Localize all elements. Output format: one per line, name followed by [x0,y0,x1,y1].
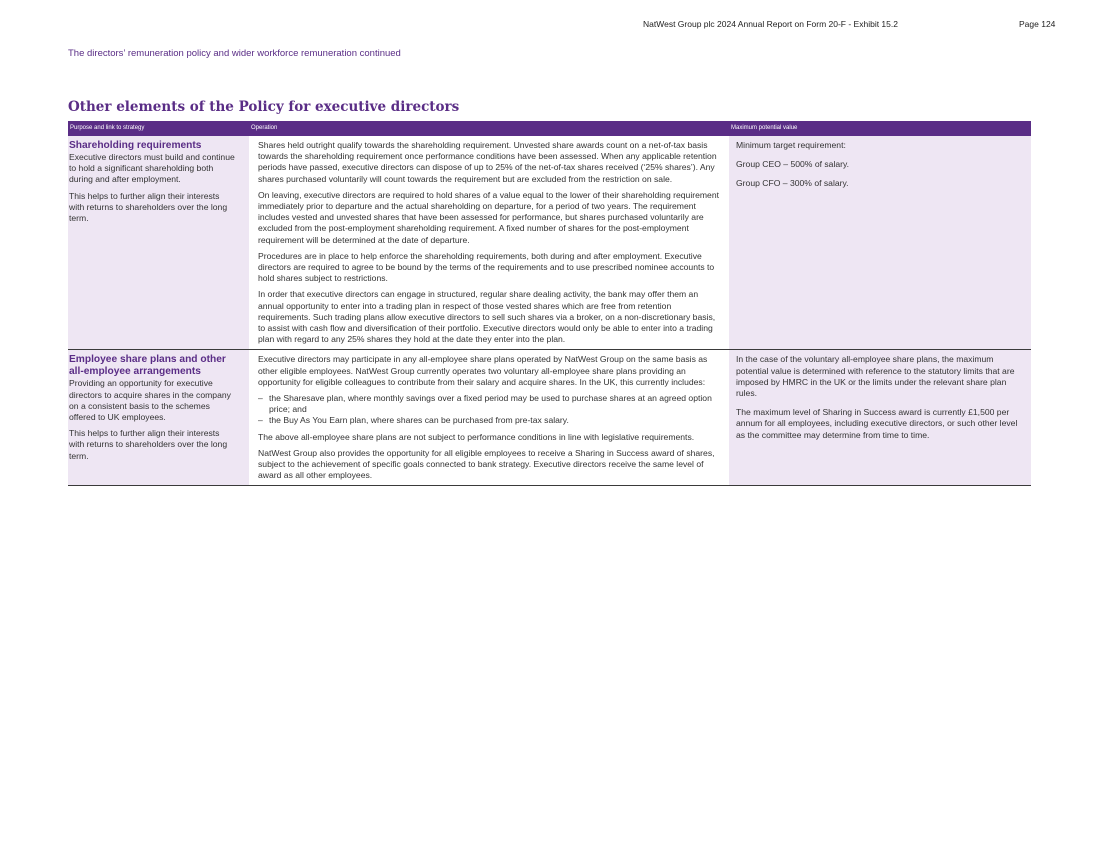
table-row-employee-plans [68,350,1031,486]
maximum-paragraph: Minimum target requirement: [736,140,846,150]
table-row-shareholding [68,136,1031,350]
row-title: Shareholding requirements [69,140,202,151]
list-item: – the Buy As You Earn plan, where shares can be purchased from pre-tax salary. [258,415,721,426]
maximum-paragraph: Group CFO – 300% of salary. [736,178,849,189]
operation-cell [249,136,729,350]
maximum-cell [729,350,1031,486]
row-title: Employee share plans and other all-employee arrangements [69,354,226,378]
operation-paragraph: On leaving, executive directors are required to hold shares of a value equal to the lower of their shareholding requirement immediately prior to departure and the actual shareholding on departure, for a period of two years. The requirement includes vested and unvested shares that have been assessed for performance, but shares purchased voluntarily are excluded from the post-employment shareholding requirement. A fixed number of shares for the post-employment requirement will be determined at the date of departure. [258,189,719,245]
operation-bullet-list [258,393,721,427]
operation-paragraph: Shares held outright qualify towards the shareholding requirement. Unvested share awards count on a net-of-tax basis towards the shareholding requirement once performance conditions have been assessed. When any applicable retention periods have passed, executive directors can dispose of up to 25% of the net-of-tax shares received (‘25% shares’). Any shares purchased voluntarily will count towards the requirement but are excluded from the restriction on sale. [258,140,717,184]
section-subtitle: The directors’ remuneration policy and wider workforce remuneration continued [68,48,401,59]
purpose-paragraph: This helps to further align their interests with returns to shareholders over the long term. [69,428,228,461]
column-header-maximum: Maximum potential value [729,121,1031,136]
list-item: – the Sharesave plan, where monthly savings over a fixed period may be used to purchase shares at an agreed option price; and [258,393,721,415]
purpose-cell [68,350,249,486]
maximum-paragraph: The maximum level of Sharing in Success award is currently £1,500 per annum for all employees, including executive directors, or such other level as the committee may determine from time to time. [736,407,1018,440]
purpose-cell [68,136,249,350]
operation-cell [249,350,729,486]
maximum-cell [729,136,1031,350]
operation-paragraph: The above all-employee share plans are not subject to performance conditions in line with legislative requirements. [258,431,695,442]
report-title: NatWest Group plc 2024 Annual Report on Form 20-F - Exhibit 15.2 [643,19,898,29]
maximum-paragraph: In the case of the voluntary all-employee share plans, the maximum potential value is determined with reference to the statutory limits that are imposed by HMRC in the UK or the limits under the relevant share plan rules. [736,354,1015,399]
purpose-paragraph: This helps to further align their interests with returns to shareholders over the long term. [69,190,228,224]
operation-paragraph: In order that executive directors can engage in structured, regular share dealing activity, the bank may offer them an annual opportunity to enter into a trading plan in respect of those vested shares which are free from retention requirements. Such trading plans allow executive directors to sell such shares via a broker, on a non-discretionary basis, to assist with cash flow and diversification of their portfolio. Executive directors would only be able to enter into a trading plan with regard to any 25% shares they hold at the date they enter into the plan. [258,289,716,345]
section-title: Other elements of the Policy for executive directors [68,99,460,115]
policy-table [68,121,1031,486]
maximum-paragraph: Group CEO – 500% of salary. [736,159,850,170]
column-header-purpose: Purpose and link to strategy [68,121,249,136]
operation-paragraph: Procedures are in place to help enforce the shareholding requirements, both during and after employment. Executive directors are required to agree to be bound by the terms of the requirements and to use prescribed nominee accounts to hold shares subject to restrictions. [258,250,715,284]
table-header-row [68,121,1031,136]
page-number: Page 124 [1019,19,1056,29]
purpose-paragraph: Providing an opportunity for executive directors to acquire shares in the company on a consistent basis to the schemes offered to UK employees. [69,378,231,423]
operation-paragraph: Executive directors may participate in any all-employee share plans operated by NatWest Group on the same basis as other eligible employees. NatWest Group currently operates two voluntary all-employee share plans providing an opportunity for eligible colleagues to contribute from their salary and acquire shares. In the UK, this currently includes: [258,354,708,387]
operation-paragraph: NatWest Group also provides the opportunity for all eligible employees to receive a Sharing in Success award of shares, subject to the achievement of specific goals connected to bank strategy. Executive directors receive the same level of award as all other employees. [258,447,715,481]
purpose-paragraph: Executive directors must build and continue to hold a significant shareholding both during and after employment. [69,152,235,185]
column-header-operation: Operation [249,121,729,136]
